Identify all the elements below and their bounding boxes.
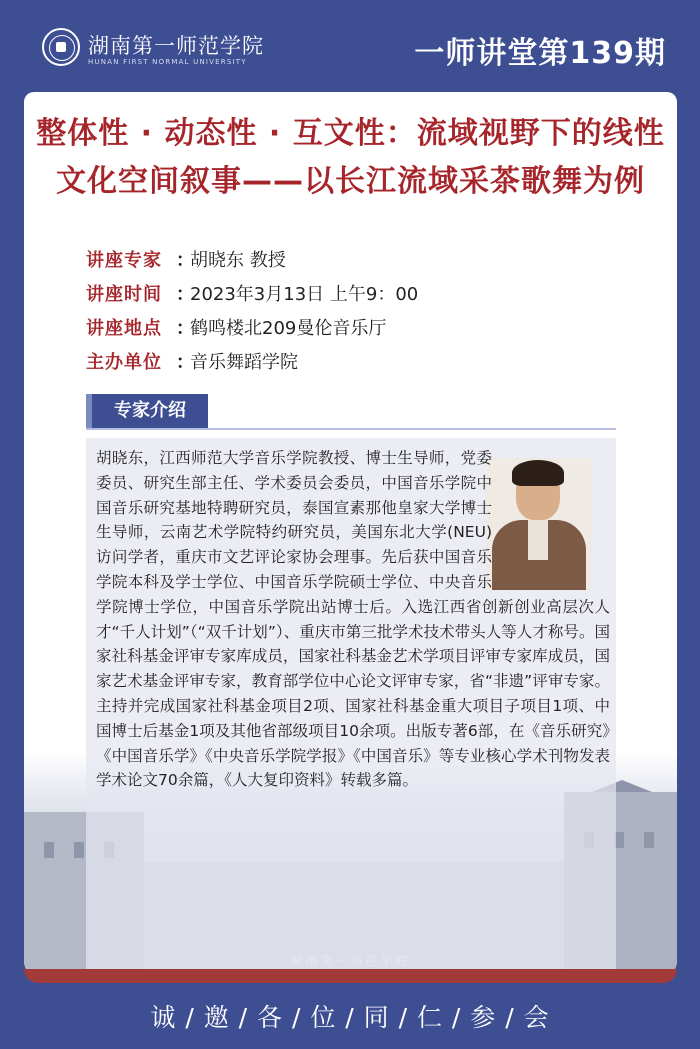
card-bottom-bar xyxy=(24,969,677,983)
info-row-organizer xyxy=(86,344,418,378)
lecture-series-title: 一师讲堂第139期 xyxy=(414,36,666,71)
lecture-info xyxy=(86,242,418,378)
expert-intro-heading: 专家介绍 xyxy=(86,394,208,428)
info-label: 讲座时间 xyxy=(86,284,162,305)
info-colon: ： xyxy=(176,352,194,373)
info-value: 2023年3月13日 上午9：00 xyxy=(190,284,419,305)
info-label: 讲座专家 xyxy=(86,250,162,271)
info-value: 音乐舞蹈学院 xyxy=(190,352,298,373)
info-value: 鹤鸣楼北209曼伦音乐厅 xyxy=(190,318,387,339)
lecture-title xyxy=(24,110,677,206)
info-colon: ： xyxy=(176,284,194,305)
window xyxy=(74,842,84,858)
info-colon: ： xyxy=(176,318,194,339)
info-row-time xyxy=(86,276,418,310)
info-label: 主办单位 xyxy=(86,352,162,373)
info-label: 讲座地点 xyxy=(86,318,162,339)
university-name-en: HUNAN FIRST NORMAL UNIVERSITY xyxy=(88,58,247,66)
lecture-title-line-1: 整体性 · 动态性 · 互文性：流域视野下的线性 xyxy=(36,116,665,151)
poster-header xyxy=(0,0,700,92)
info-row-speaker xyxy=(86,242,418,276)
invitation-text: 诚 / 邀 / 各 / 位 / 同 / 仁 / 参 / 会 xyxy=(150,1003,550,1032)
university-name: 湖南第一师范学院 xyxy=(88,34,264,58)
info-value: 胡晓东 教授 xyxy=(190,250,286,271)
lecture-title-line-2: 文化空间叙事——以长江流域采茶歌舞为例 xyxy=(56,164,645,199)
window xyxy=(644,832,654,848)
info-colon: ： xyxy=(176,250,194,271)
info-row-location xyxy=(86,310,418,344)
window xyxy=(44,842,54,858)
photo-spacer xyxy=(492,446,610,594)
speaker-bio xyxy=(96,446,610,793)
heading-underline xyxy=(86,428,616,430)
university-seal-icon xyxy=(42,28,80,66)
speaker-bio-text: 胡晓东，江西师范大学音乐学院教授、博士生导师，党委委员、研究生部主任、学术委员会委员，中国音乐学院中国音乐研究基地特聘研究员，泰国宣素那他皇家大学博士生导师，云南艺术学院特约研究员，美国东北大学(NEU)访问学者，重庆市文艺评论家协会理事。先后获中国音乐学院本科及学士学位、中国音乐学院硕士学位、中央音乐学院博士学位，中国音乐学院出站博士后。入选江西省创新创业高层次人才“千人计划”（“双千计划”）、重庆市第三批学术技术带头人等人才称号。国家社科基金评审专家库成员，国家社科基金艺术学项目评审专家库成员，国家艺术基金评审专家，教育部学位中心论文评审专家，省“非遗”评审专家。主持并完成国家社科基金项目2项、国家社科基金重大项目子项目1项、中国博士后基金1项及其他省部级项目10余项。出版专著6部，在《音乐研究》《中国音乐学》《中央音乐学院学报》《中国音乐》等专业核心学术刊物发表学术论文70余篇，《人大复印资料》转载多篇。 xyxy=(96,449,610,790)
